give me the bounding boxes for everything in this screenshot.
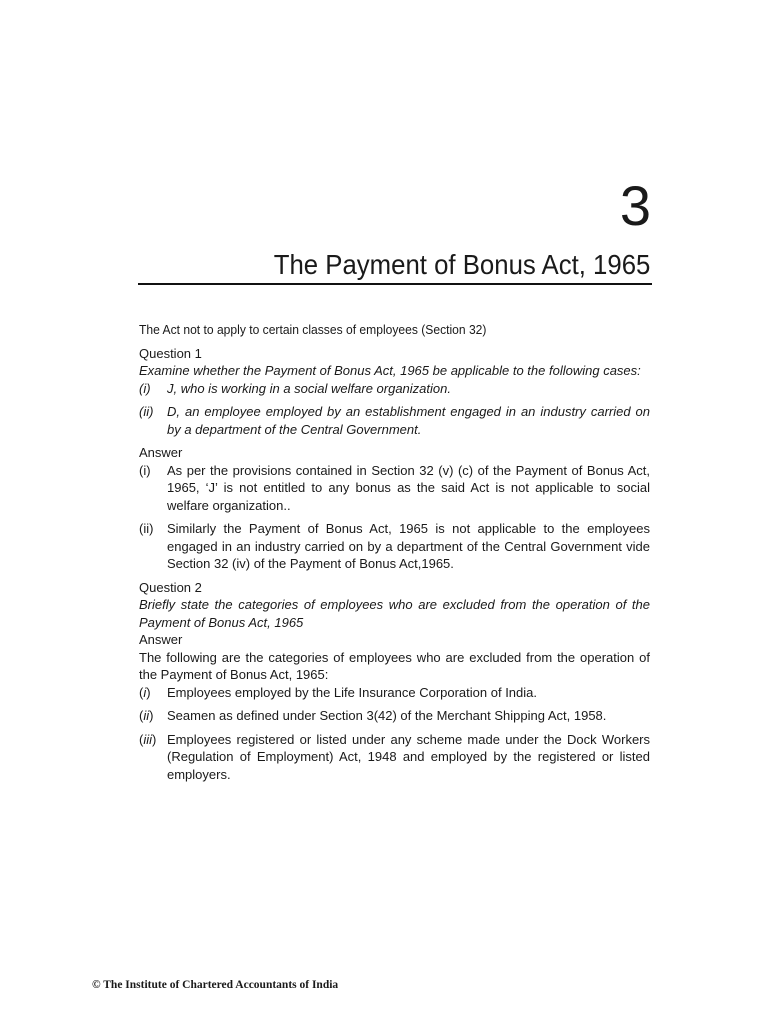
copyright-footer: © The Institute of Chartered Accountants of India <box>92 979 339 991</box>
chapter-number: 3 <box>619 174 650 237</box>
question-2-prompt: Briefly state the categories of employees who are excluded from the operation of the Payment of Bonus Act, 1965 <box>139 597 650 630</box>
question-2-label: Question 2 <box>139 579 202 595</box>
list-marker: (i) <box>139 380 151 396</box>
question-1-item <box>139 403 650 438</box>
question-1-prompt: Examine whether the Payment of Bonus Act, 1965 be applicable to the following cases: <box>139 363 641 378</box>
title-rule <box>138 283 652 285</box>
answer-2-intro: The following are the categories of employees who are excluded from the operation of the Payment of Bonus Act, 1965: <box>139 649 650 682</box>
list-text: Similarly the Payment of Bonus Act, 1965 is not applicable to the employees engaged in an industry carried on by a department of the Central Government vide Section 32 (iv) of the Payment of Bonus Act,1965. <box>167 521 650 571</box>
question-1-label: Question 1 <box>139 345 202 361</box>
list-text: J, who is working in a social welfare organization. <box>167 380 451 396</box>
list-marker: (ii) <box>139 708 154 723</box>
answer-2-item <box>139 684 650 702</box>
list-text: Employees employed by the Life Insurance Corporation of India. <box>167 684 537 700</box>
list-marker: (iii) <box>139 731 157 747</box>
list-marker: (ii) <box>139 521 154 536</box>
section-heading: The Act not to apply to certain classes of employees (Section 32) <box>139 322 487 337</box>
answer-2-item <box>139 707 650 725</box>
document-body <box>139 321 650 789</box>
answer-1-label: Answer <box>139 445 183 460</box>
list-text: As per the provisions contained in Section 32 (v) (c) of the Payment of Bonus Act, 1965, ‘J’ is not entitled to any bonus as the said Act is not applicable to social welfare organization.. <box>167 462 650 513</box>
answer-1-item <box>139 462 650 515</box>
list-text: Employees registered or listed under any scheme made under the Dock Workers (Regulation of Employment) Act, 1948 and employed by the registered or listed employers. <box>167 731 650 782</box>
list-text: Seamen as defined under Section 3(42) of the Merchant Shipping Act, 1958. <box>167 708 607 723</box>
list-marker: (i) <box>139 684 151 700</box>
answer-1-item <box>139 520 650 573</box>
answer-2-label: Answer <box>139 632 183 647</box>
list-text: D, an employee employed by an establishment engaged in an industry carried on by a department of the Central Government. <box>167 404 650 437</box>
list-marker: (i) <box>139 462 151 478</box>
chapter-title: The Payment of Bonus Act, 1965 <box>273 249 650 280</box>
question-1-item <box>139 380 650 398</box>
list-marker: (ii) <box>139 404 154 419</box>
answer-2-item <box>139 731 650 784</box>
